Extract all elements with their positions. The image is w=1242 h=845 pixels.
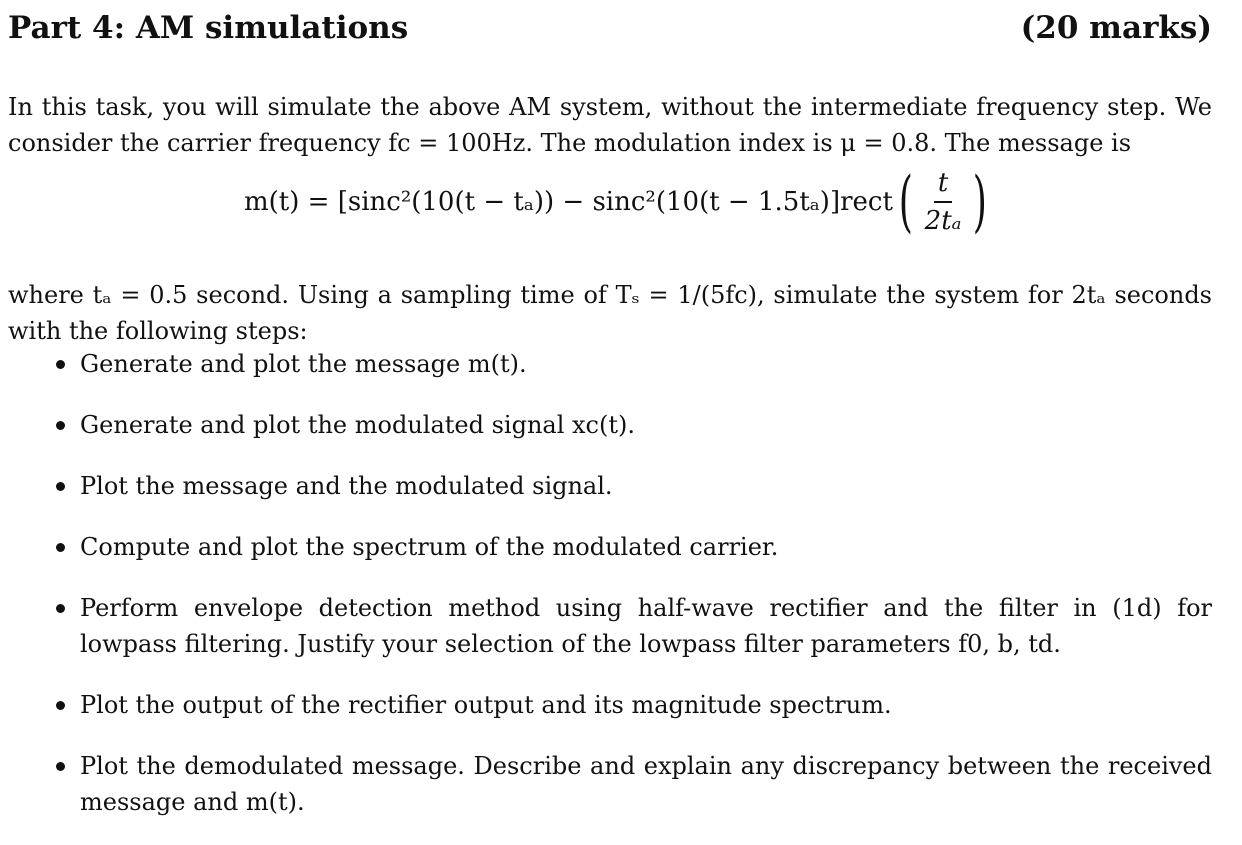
list-item	[8, 407, 1212, 443]
bullet-icon	[56, 421, 65, 430]
rect-fraction	[921, 167, 966, 237]
document-page	[8, 0, 1212, 842]
step-text: Generate and plot the modulated signal xc(t).	[80, 411, 635, 439]
list-item	[8, 468, 1212, 504]
list-item	[8, 687, 1212, 723]
step-text: Plot the message and the modulated signal.	[80, 472, 613, 500]
step-text: Generate and plot the message m(t).	[80, 350, 527, 378]
where-paragraph: where tₐ = 0.5 second. Using a sampling time of Tₛ = 1/(5fc), simulate the system for 2tₐ seconds with the following steps:	[8, 281, 1212, 345]
bullet-icon	[56, 543, 65, 552]
step-text: Plot the output of the rectifier output and its magnitude spectrum.	[80, 691, 892, 719]
fraction-denominator: 2tₐ	[924, 206, 962, 236]
fraction-numerator: t	[934, 167, 952, 203]
right-paren: )	[973, 163, 988, 240]
bullet-icon	[56, 604, 65, 613]
bullet-icon	[56, 482, 65, 491]
list-item	[8, 529, 1212, 565]
equation-lhs: m(t) = [sinc²(10(t − tₐ)) − sinc²(10(t − 1.5tₐ)]rect	[244, 187, 893, 217]
message-equation	[244, 158, 993, 246]
bullet-icon	[56, 762, 65, 771]
steps-list	[8, 346, 1212, 845]
section-title: Part 4: AM simulations	[8, 10, 409, 46]
list-item	[8, 590, 1212, 662]
list-item	[8, 748, 1212, 820]
step-text: Compute and plot the spectrum of the modulated carrier.	[80, 533, 779, 561]
step-text: Plot the demodulated message. Describe and explain any discrepancy between the received message and m(t).	[80, 752, 1212, 816]
section-marks: (20 marks)	[1020, 10, 1212, 46]
step-text: Perform envelope detection method using half-wave rectifier and the filter in (1d) for lowpass filtering. Justify your selection of the lowpass filter parameters f0, b, td.	[80, 594, 1212, 658]
section-heading	[8, 6, 1212, 50]
bullet-icon	[56, 360, 65, 369]
left-paren: (	[898, 163, 913, 240]
list-item	[8, 346, 1212, 382]
bullet-icon	[56, 701, 65, 710]
intro-paragraph: In this task, you will simulate the above AM system, without the intermediate frequency step. We consider the carrier frequency fc = 100Hz. The modulation index is μ = 0.8. The message is	[8, 93, 1212, 157]
